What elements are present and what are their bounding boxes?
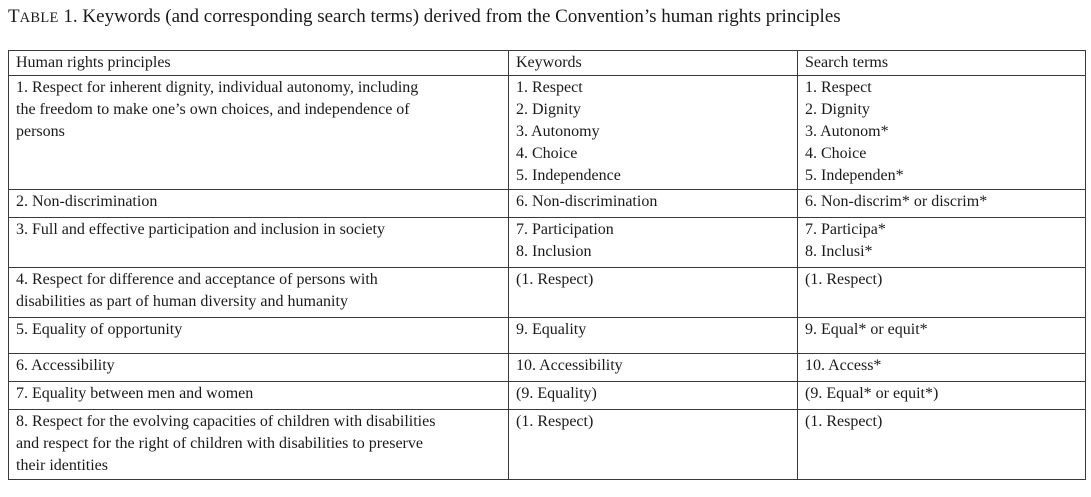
search-terms-cell [798,190,1086,218]
header-search-terms: Search terms [798,51,1086,76]
principle-cell [9,410,509,480]
principle-line: their identities [16,457,108,474]
keywords-cell [509,76,798,190]
principle-line: disabilities as part of human diversity and humanity [16,293,348,310]
keyword-item: 7. Participation [516,221,614,238]
caption-label-initial: T [8,6,20,27]
search-terms-cell [798,354,1086,382]
keyword-item: 6. Non-discrimination [516,193,658,210]
principle-line: 8. Respect for the evolving capacities of children with disabilities [16,413,436,430]
search-term-item: (9. Equal* or equit*) [805,385,939,402]
table-row [9,354,1086,382]
keyword-item: 1. Respect [516,79,583,96]
search-term-item: 1. Respect [805,79,872,96]
caption-text: Keywords (and corresponding search terms) derived from the Convention’s human rights principles [82,6,841,27]
table-row [9,410,1086,480]
search-term-item: 10. Access* [805,357,882,374]
keywords-cell [509,190,798,218]
keyword-item: 9. Equality [516,321,587,338]
search-term-item: 7. Participa* [805,221,886,238]
search-term-item: 9. Equal* or equit* [805,321,928,338]
search-term-item: 2. Dignity [805,101,870,118]
keyword-item: (1. Respect) [516,413,594,430]
keyword-item: 2. Dignity [516,101,581,118]
keywords-cell [509,382,798,410]
table-row [9,382,1086,410]
principle-line: 2. Non-discrimination [16,193,158,210]
principle-cell [9,354,509,382]
principle-cell [9,218,509,268]
keyword-item: 10. Accessibility [516,357,623,374]
principles-table [8,50,1086,480]
keyword-item: 3. Autonomy [516,123,600,140]
principle-line: 6. Accessibility [16,357,115,374]
search-term-item: 5. Independen* [805,167,904,184]
table-row [9,190,1086,218]
table-row [9,76,1086,190]
search-terms-cell [798,382,1086,410]
table-row [9,318,1086,354]
table-header-row [9,51,1086,76]
keyword-item: (9. Equality) [516,385,597,402]
caption-number: 1. [63,6,78,27]
principle-line: 3. Full and effective participation and inclusion in society [16,221,385,238]
keyword-item: 5. Independence [516,167,621,184]
principle-cell [9,318,509,354]
principle-line: 1. Respect for inherent dignity, individual autonomy, including [16,79,419,96]
principle-cell [9,268,509,318]
table-body [9,76,1086,480]
table-caption [8,4,841,31]
principle-line: 4. Respect for difference and acceptance of persons with [16,271,378,288]
keyword-item: 8. Inclusion [516,243,592,260]
principle-line: 5. Equality of opportunity [16,321,183,338]
keywords-cell [509,354,798,382]
caption-label-smallcaps: ABLE [19,10,59,26]
table-row [9,218,1086,268]
search-term-item: 6. Non-discrim* or discrim* [805,193,988,210]
search-term-item: 8. Inclusi* [805,243,873,260]
keywords-cell [509,218,798,268]
search-terms-cell [798,268,1086,318]
principle-cell [9,190,509,218]
search-term-item: 4. Choice [805,145,867,162]
search-terms-cell [798,76,1086,190]
keyword-item: (1. Respect) [516,271,594,288]
search-term-item: (1. Respect) [805,271,883,288]
keywords-cell [509,318,798,354]
keyword-item: 4. Choice [516,145,578,162]
search-terms-cell [798,410,1086,480]
keywords-cell [509,268,798,318]
search-term-item: (1. Respect) [805,413,883,430]
principle-line: the freedom to make one’s own choices, and independence of [16,101,410,118]
header-human-rights-principles: Human rights principles [9,51,509,76]
principle-cell [9,76,509,190]
principle-line: 7. Equality between men and women [16,385,254,402]
table-row [9,268,1086,318]
principle-line: and respect for the right of children with disabilities to preserve [16,435,423,452]
principle-line: persons [16,123,65,140]
header-keywords: Keywords [509,51,798,76]
principle-cell [9,382,509,410]
search-terms-cell [798,218,1086,268]
keywords-cell [509,410,798,480]
search-term-item: 3. Autonom* [805,123,889,140]
search-terms-cell [798,318,1086,354]
